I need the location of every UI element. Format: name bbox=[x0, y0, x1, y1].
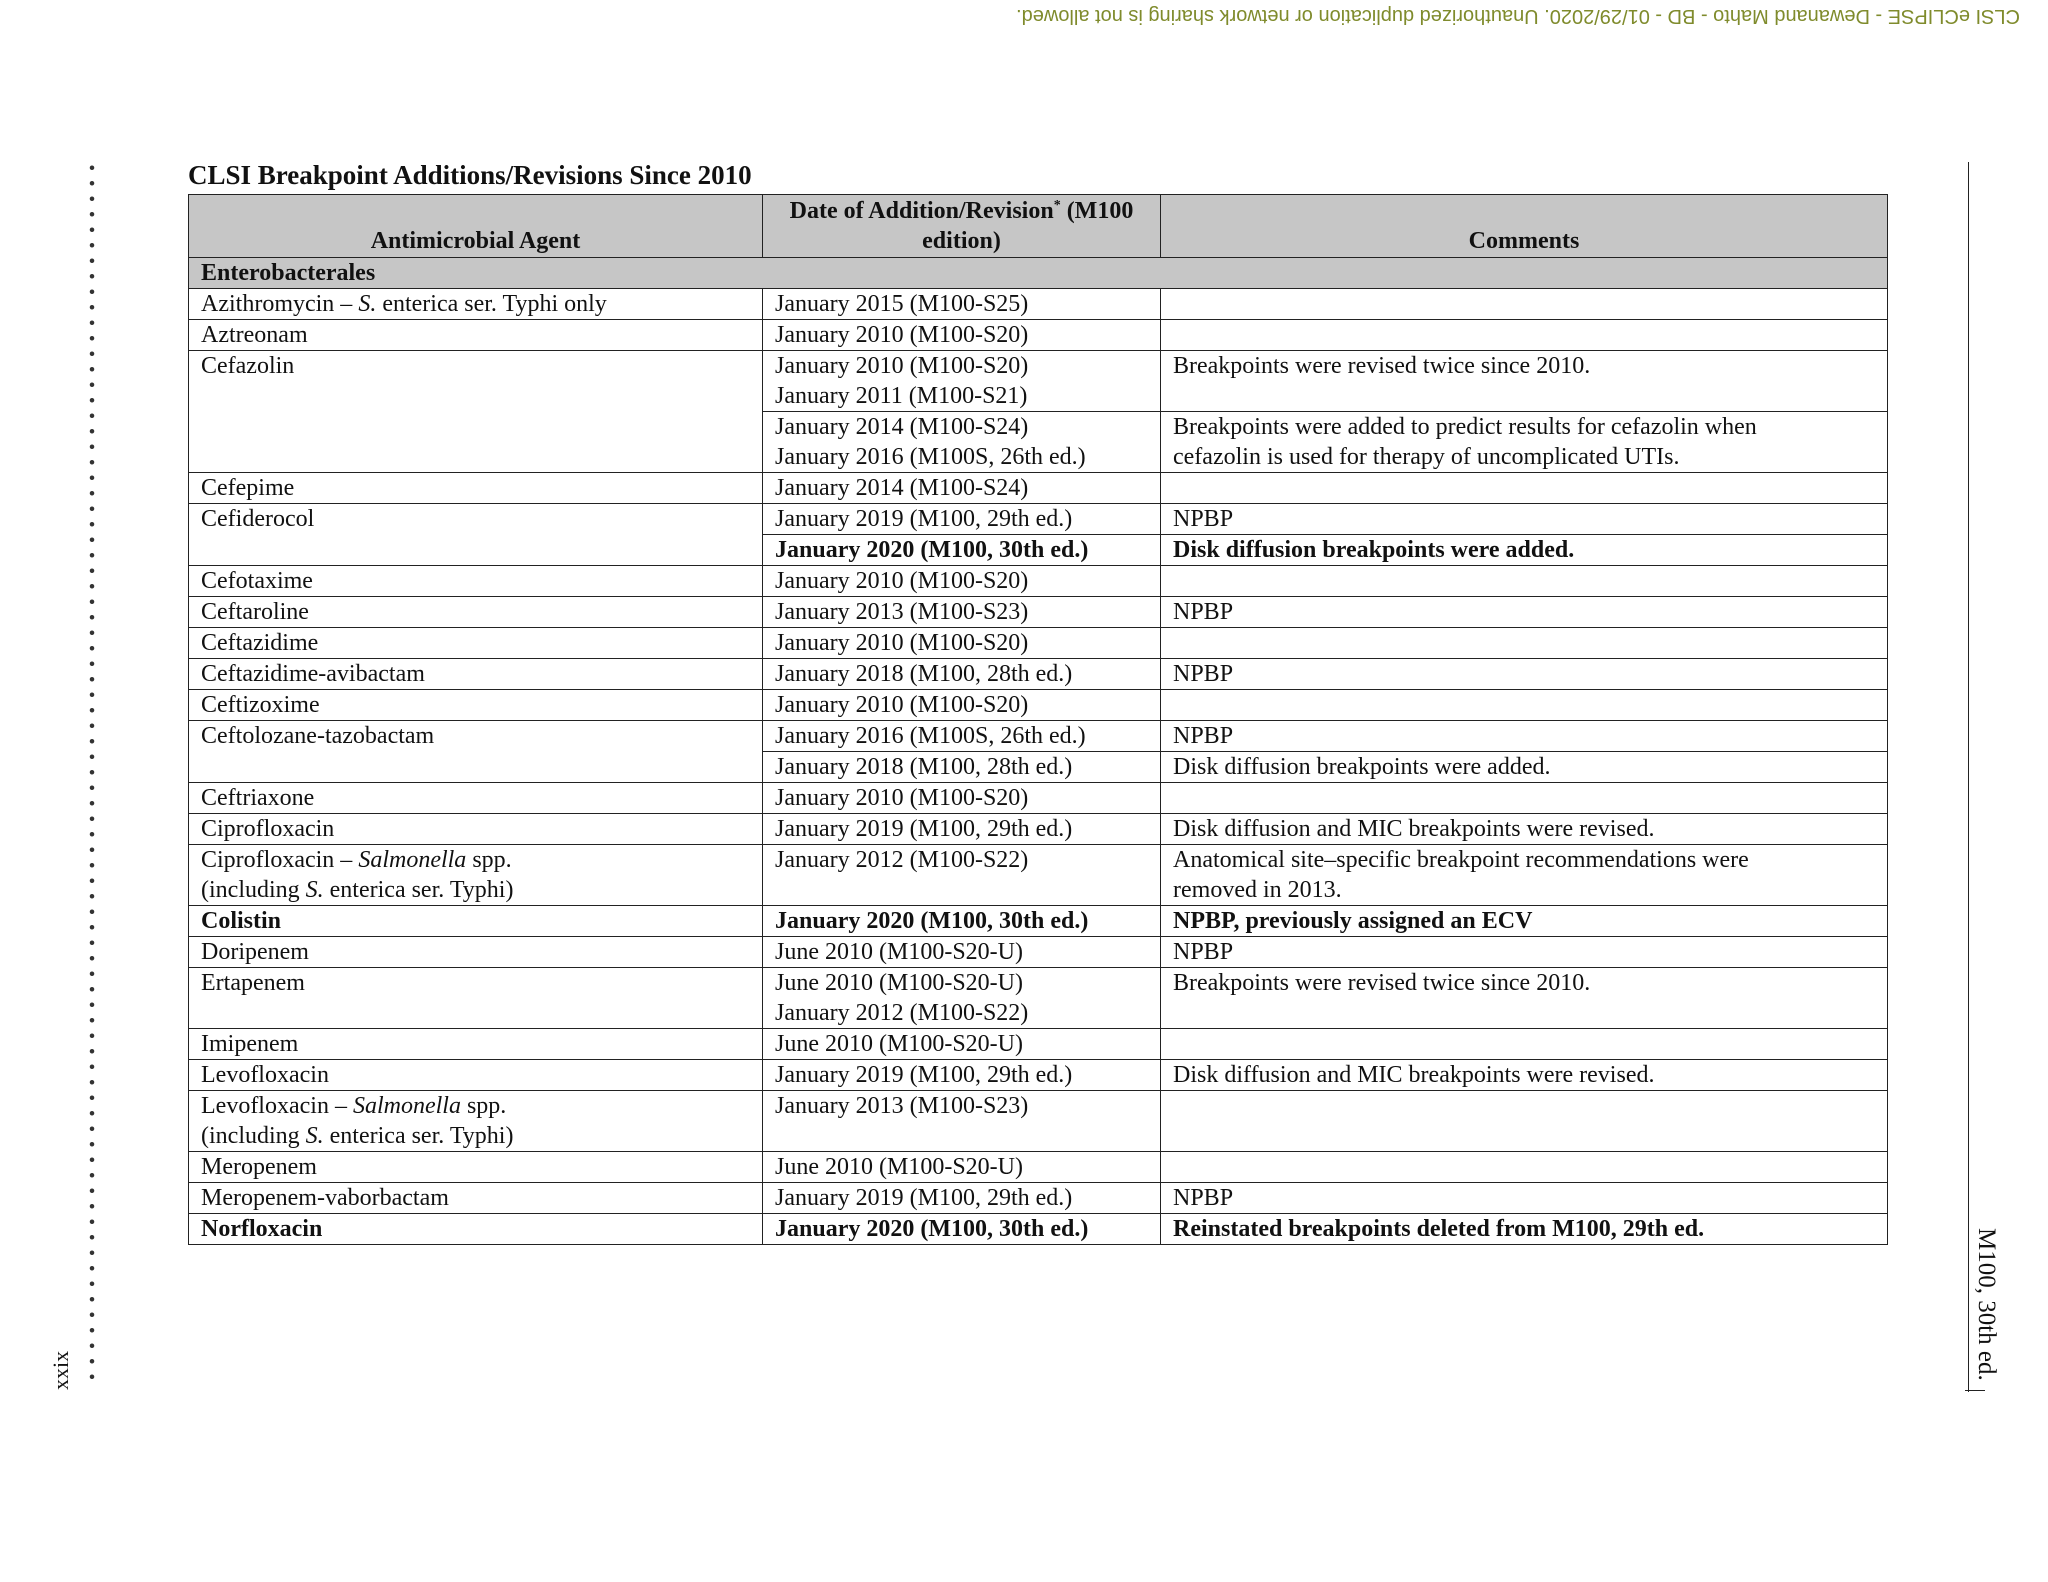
comment-cell bbox=[1161, 628, 1888, 659]
date-cell: June 2010 (M100-S20-U) bbox=[763, 1152, 1161, 1183]
date-cell: January 2010 (M100-S20) bbox=[763, 690, 1161, 721]
comment-cell: Breakpoints were revised twice since 2010. bbox=[1161, 351, 1888, 412]
header-agent: Antimicrobial Agent bbox=[189, 195, 763, 258]
table-row bbox=[189, 1091, 1888, 1152]
agent-cell: Meropenem bbox=[189, 1152, 763, 1183]
agent-cell bbox=[189, 535, 763, 566]
date-cell: January 2010 (M100-S20) bbox=[763, 320, 1161, 351]
page-title: CLSI Breakpoint Additions/Revisions Since 2010 bbox=[188, 160, 752, 190]
table-row bbox=[189, 320, 1888, 351]
date-cell: June 2010 (M100-S20-U) January 2012 (M100-S22) bbox=[763, 968, 1161, 1029]
right-margin-rule bbox=[1968, 162, 1969, 1392]
date-cell: January 2020 (M100, 30th ed.) bbox=[763, 1214, 1161, 1245]
comment-cell: NPBP bbox=[1161, 721, 1888, 752]
table-row bbox=[189, 412, 1888, 473]
date-cell: January 2012 (M100-S22) bbox=[763, 845, 1161, 906]
header-date bbox=[763, 195, 1161, 258]
comment-cell: NPBP bbox=[1161, 937, 1888, 968]
comment-cell: Breakpoints were added to predict results for cefazolin when cefazolin is used for therapy of uncomplicated UTIs. bbox=[1161, 412, 1888, 473]
comment-cell: NPBP bbox=[1161, 504, 1888, 535]
agent-cell: Cefazolin bbox=[189, 351, 763, 412]
date-cell: January 2018 (M100, 28th ed.) bbox=[763, 659, 1161, 690]
comment-cell: Breakpoints were revised twice since 2010. bbox=[1161, 968, 1888, 1029]
agent-cell: Ciprofloxacin bbox=[189, 814, 763, 845]
agent-cell: Ceftriaxone bbox=[189, 783, 763, 814]
agent-cell: Ciprofloxacin – Salmonella spp. (including S. enterica ser. Typhi) bbox=[189, 845, 763, 906]
agent-cell: Cefiderocol bbox=[189, 504, 763, 535]
agent-cell: Ertapenem bbox=[189, 968, 763, 1029]
agent-cell: Ceftolozane-tazobactam bbox=[189, 721, 763, 752]
agent-cell: Cefotaxime bbox=[189, 566, 763, 597]
comment-cell bbox=[1161, 1029, 1888, 1060]
table-row bbox=[189, 1152, 1888, 1183]
table-row bbox=[189, 968, 1888, 1029]
edition-label: M100, 30th ed. bbox=[1973, 1228, 2000, 1381]
agent-cell: Azithromycin – S. enterica ser. Typhi only bbox=[189, 289, 763, 320]
comment-cell bbox=[1161, 690, 1888, 721]
header-comments: Comments bbox=[1161, 195, 1888, 258]
table-row bbox=[189, 628, 1888, 659]
agent-cell: Imipenem bbox=[189, 1029, 763, 1060]
date-cell: January 2019 (M100, 29th ed.) bbox=[763, 504, 1161, 535]
comment-cell: NPBP, previously assigned an ECV bbox=[1161, 906, 1888, 937]
date-cell: January 2015 (M100-S25) bbox=[763, 289, 1161, 320]
comment-cell: NPBP bbox=[1161, 659, 1888, 690]
section-label: Enterobacterales bbox=[189, 258, 1888, 289]
table-row bbox=[189, 289, 1888, 320]
agent-cell: Ceftazidime bbox=[189, 628, 763, 659]
date-cell: January 2019 (M100, 29th ed.) bbox=[763, 814, 1161, 845]
table-row bbox=[189, 906, 1888, 937]
date-cell: January 2016 (M100S, 26th ed.) bbox=[763, 721, 1161, 752]
date-cell: January 2018 (M100, 28th ed.) bbox=[763, 752, 1161, 783]
comment-cell bbox=[1161, 320, 1888, 351]
agent-cell: Cefepime bbox=[189, 473, 763, 504]
date-cell: January 2013 (M100-S23) bbox=[763, 1091, 1161, 1152]
table-row bbox=[189, 1183, 1888, 1214]
agent-cell bbox=[189, 752, 763, 783]
table-header-row bbox=[189, 195, 1888, 258]
date-cell: January 2020 (M100, 30th ed.) bbox=[763, 535, 1161, 566]
comment-cell: Reinstated breakpoints deleted from M100, 29th ed. bbox=[1161, 1214, 1888, 1245]
edition-underline bbox=[1965, 1390, 1985, 1391]
comment-cell: Disk diffusion and MIC breakpoints were revised. bbox=[1161, 814, 1888, 845]
date-cell: January 2019 (M100, 29th ed.) bbox=[763, 1060, 1161, 1091]
comment-cell: Disk diffusion breakpoints were added. bbox=[1161, 535, 1888, 566]
date-cell: January 2019 (M100, 29th ed.) bbox=[763, 1183, 1161, 1214]
table-row bbox=[189, 597, 1888, 628]
date-cell: January 2014 (M100-S24) January 2016 (M100S, 26th ed.) bbox=[763, 412, 1161, 473]
table-row bbox=[189, 351, 1888, 412]
comment-cell: Disk diffusion breakpoints were added. bbox=[1161, 752, 1888, 783]
agent-cell: Doripenem bbox=[189, 937, 763, 968]
header-date-line2: (M100 edition) bbox=[922, 198, 1134, 254]
agent-cell: Colistin bbox=[189, 906, 763, 937]
table-row bbox=[189, 473, 1888, 504]
agent-cell: Ceftazidime-avibactam bbox=[189, 659, 763, 690]
table-row bbox=[189, 535, 1888, 566]
copyright-watermark: CLSI eCLIPSE - Dewanand Mahto - BD - 01/29/2020. Unauthorized duplication or network sharing is not allowed. bbox=[1016, 5, 2020, 27]
table-row bbox=[189, 566, 1888, 597]
agent-cell: Levofloxacin – Salmonella spp. (including S. enterica ser. Typhi) bbox=[189, 1091, 763, 1152]
table-row bbox=[189, 1214, 1888, 1245]
header-footnote-mark: * bbox=[1053, 198, 1061, 213]
date-cell: January 2010 (M100-S20) bbox=[763, 628, 1161, 659]
section-row bbox=[189, 258, 1888, 289]
comment-cell bbox=[1161, 1091, 1888, 1152]
table-row bbox=[189, 1060, 1888, 1091]
comment-cell bbox=[1161, 566, 1888, 597]
date-cell: January 2014 (M100-S24) bbox=[763, 473, 1161, 504]
comment-cell: NPBP bbox=[1161, 1183, 1888, 1214]
table-row bbox=[189, 504, 1888, 535]
date-cell: January 2013 (M100-S23) bbox=[763, 597, 1161, 628]
table-row bbox=[189, 659, 1888, 690]
agent-cell: Norfloxacin bbox=[189, 1214, 763, 1245]
table-row bbox=[189, 845, 1888, 906]
date-cell: June 2010 (M100-S20-U) bbox=[763, 1029, 1161, 1060]
breakpoint-table bbox=[188, 194, 1888, 1245]
date-cell: June 2010 (M100-S20-U) bbox=[763, 937, 1161, 968]
date-cell: January 2010 (M100-S20) January 2011 (M100-S21) bbox=[763, 351, 1161, 412]
table-row bbox=[189, 721, 1888, 752]
agent-cell: Ceftaroline bbox=[189, 597, 763, 628]
agent-cell: Meropenem-vaborbactam bbox=[189, 1183, 763, 1214]
dotted-margin-rule bbox=[88, 160, 96, 1390]
comment-cell bbox=[1161, 783, 1888, 814]
table-row bbox=[189, 783, 1888, 814]
page-number: xxix bbox=[48, 1350, 73, 1390]
table-row bbox=[189, 814, 1888, 845]
comment-cell: Disk diffusion and MIC breakpoints were revised. bbox=[1161, 1060, 1888, 1091]
header-date-line1: Date of Addition/Revision bbox=[789, 198, 1054, 224]
agent-cell: Aztreonam bbox=[189, 320, 763, 351]
table-row bbox=[189, 1029, 1888, 1060]
agent-cell: Ceftizoxime bbox=[189, 690, 763, 721]
table-row bbox=[189, 690, 1888, 721]
comment-cell bbox=[1161, 289, 1888, 320]
comment-cell: Anatomical site–specific breakpoint recommendations were removed in 2013. bbox=[1161, 845, 1888, 906]
agent-cell: Levofloxacin bbox=[189, 1060, 763, 1091]
comment-cell bbox=[1161, 1152, 1888, 1183]
table-row bbox=[189, 937, 1888, 968]
comment-cell bbox=[1161, 473, 1888, 504]
date-cell: January 2020 (M100, 30th ed.) bbox=[763, 906, 1161, 937]
date-cell: January 2010 (M100-S20) bbox=[763, 566, 1161, 597]
table-row bbox=[189, 752, 1888, 783]
date-cell: January 2010 (M100-S20) bbox=[763, 783, 1161, 814]
comment-cell: NPBP bbox=[1161, 597, 1888, 628]
agent-cell bbox=[189, 412, 763, 473]
